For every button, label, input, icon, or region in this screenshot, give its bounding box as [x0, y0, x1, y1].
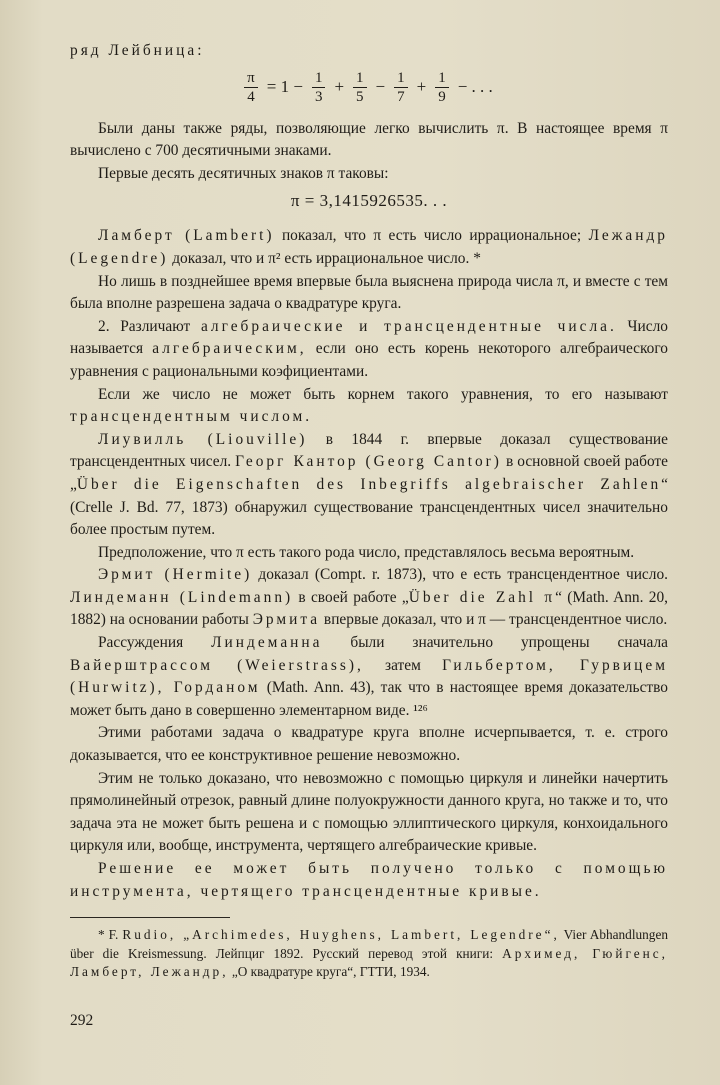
paragraph-digits-intro: Первые десять десятичных знаков π таковы:	[98, 164, 389, 182]
paragraph-liouville: Лиувилль (Liouville) в 1844 г. впервые доказал существование трансцендентных чисел. Георг Кантор (Georg Cantor) в основной своей работе „Über die Eigenschaften des Inbegriffs algebraischer Zahlen“ (Crelle J. Bd. 77, 1873) обнаружил существование трансцендентных чисел значительно более простым путем.	[70, 430, 668, 539]
intro-line: ряд Лейбница:	[70, 42, 205, 59]
paragraph-series: Были даны также ряды, позволяющие легко вычислить π. В настоящее время π вычислено с 700 десятичными знаками.	[70, 119, 668, 160]
paragraph-lambert: Ламберт (Lambert) показал, что π есть число иррациональное; Лежандр (Legendre) доказал, что и π² есть иррациональное число. *	[70, 227, 668, 267]
paragraph-algebraic: 2. Различают алгебраические и трансцендентные числа. Число называется алгебраическим, если оно есть корень некоторого алгебраического уравнения с рациональными коэфициентами.	[70, 317, 669, 380]
footnote: * F. Rudio, „Archimedes, Huyghens, Lambert, Legendre“, Vier Abhandlungen über die Kreismessung. Лейпциг 1892. Русский перевод этой книги: Архимед, Гюйгенс, Ламберт, Лежандр, „О квадратуре круга“, ГТТИ, 1934.	[70, 927, 669, 980]
paragraph-nature-of-pi: Но лишь в позднейшее время впервые была выяснена природа числа π, и вместе с тем была вполне разрешена задача о квадратуре круга.	[70, 272, 668, 313]
paragraph-hermite: Эрмит (Hermite) доказал (Compt. r. 1873), что e есть трансцендентное число. Линдеманн (Lindemann) в своей работе „Über die Zahl π“ (Math. Ann. 20, 1882) на основании работы Эрмита впервые доказал, что и π — трансцендентное число.	[70, 566, 668, 629]
paragraph-simplification: Рассуждения Линдеманна были значительно упрощены сначала Вайерштрассом (Weierstrass), затем Гильбертом, Гурвицем (Hurwitz), Горданом (Math. Ann. 43), так что в настоящее время доказательство может быть дано в совершенно элементарном виде. ¹²⁶	[70, 634, 668, 719]
paragraph-solution: Решение ее может быть получено только с помощью инструмента, чертящего трансцендентные кривые.	[70, 860, 668, 900]
leibniz-formula: $\frac{\pi}{4}$ = 1 − $\frac{1}{3}$ + $\frac{1}{5}$ − $\frac{1}{7}$ + $\frac{1}{9}$ − . . .	[70, 69, 668, 106]
footnote-rule	[70, 917, 230, 918]
paragraph-quadrature: Этими работами задача о квадратуре круга вполне исчерпывается, т. е. строго доказывается, что ее конструктивное решение невозможно.	[70, 724, 668, 765]
page-number: 292	[70, 1011, 94, 1029]
paragraph-transcendental: Если же число не может быть корнем такого уравнения, то его называют трансцендентным числом.	[70, 385, 668, 426]
paragraph-assumption: Предположение, что π есть такого рода число, представлялось весьма вероятным.	[98, 543, 635, 561]
paragraph-compass: Этим не только доказано, что невозможно с помощью циркуля и линейки начертить прямолинейный отрезок, равный длине полуокружности данного круга, но также и то, что задача эта не может быть решена и с помощью эллиптического циркуля, конхоидального циркуля или, вообще, инструмента, чертящего алгебраические кривые.	[70, 769, 668, 855]
pi-value: π = 3,1415926535. . .	[290, 191, 448, 211]
